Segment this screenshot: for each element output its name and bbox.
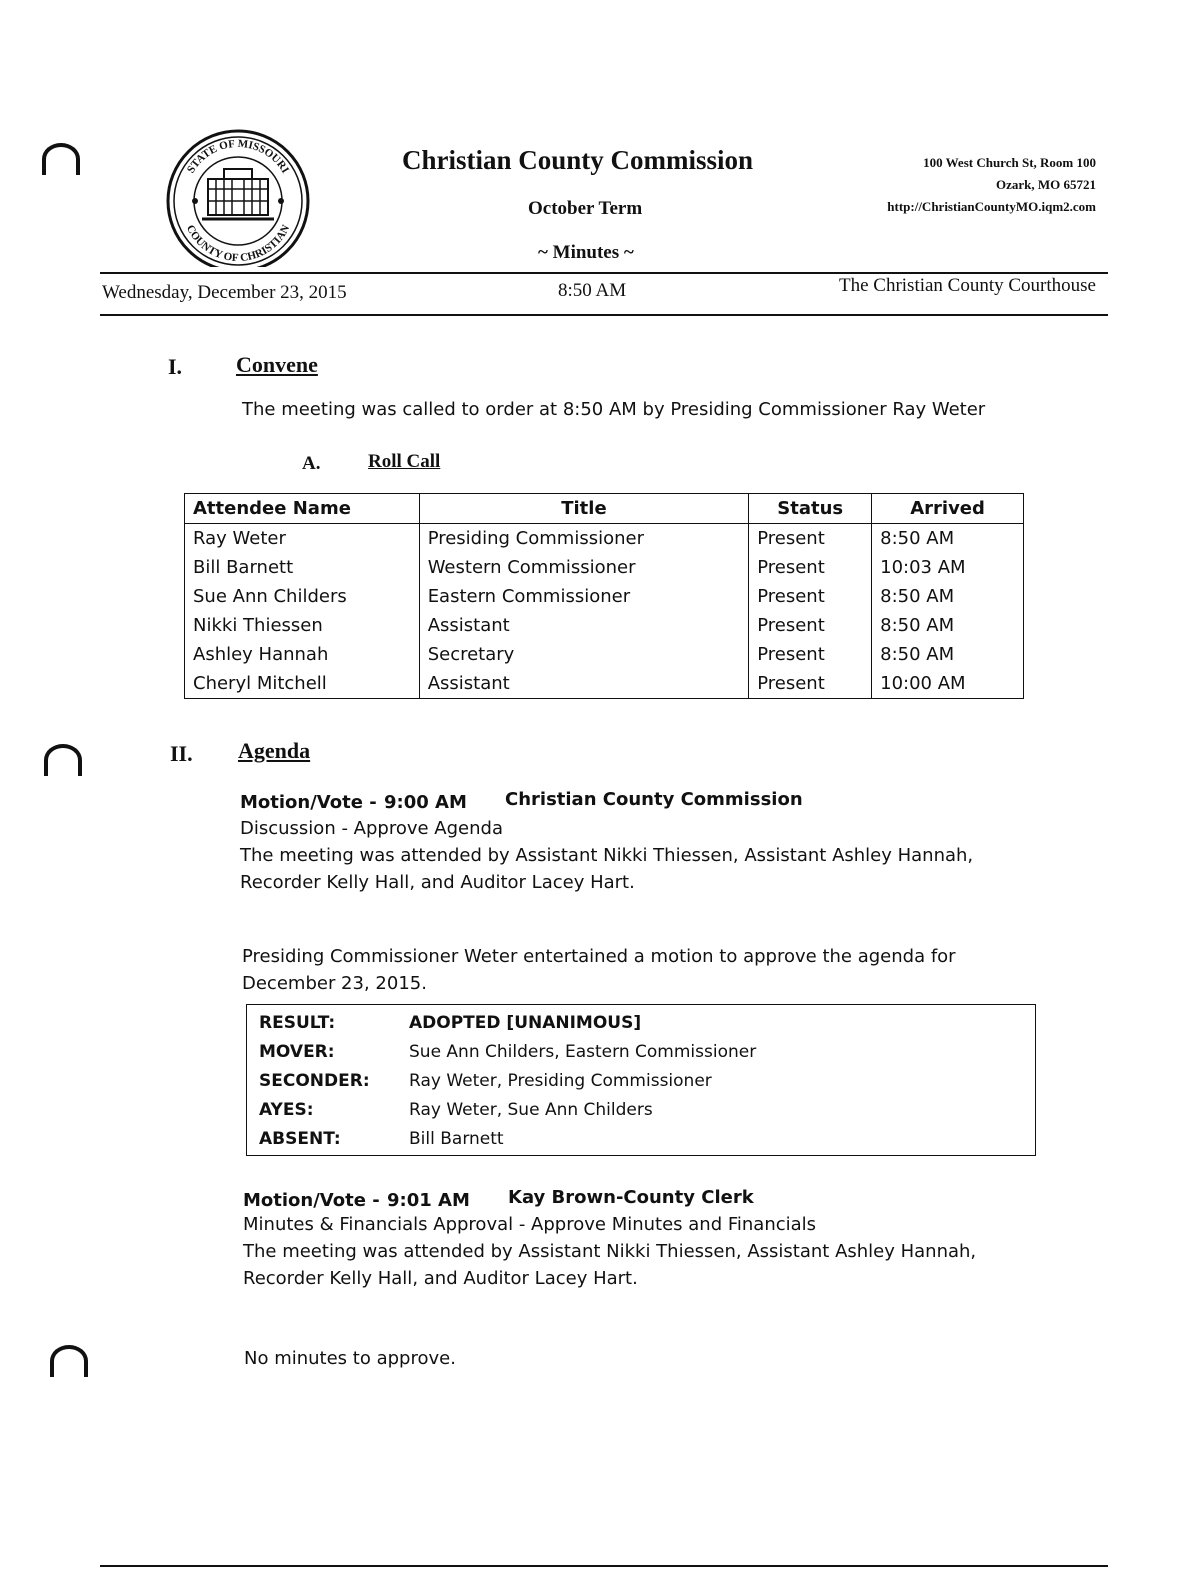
attendee-title: Assistant	[419, 611, 749, 640]
vote-row-absent	[259, 1129, 504, 1149]
header-rule-bottom	[100, 314, 1108, 316]
column-header-status: Status	[749, 494, 872, 524]
roll-call-letter: A.	[302, 453, 321, 474]
attendee-name: Bill Barnett	[185, 553, 420, 582]
website-link[interactable]: http://ChristianCountyMO.iqm2.com	[887, 199, 1096, 214]
item1-motion-line2: December 23, 2015.	[242, 973, 427, 994]
item1-body: Christian County Commission	[505, 789, 803, 810]
item1-discussion: Discussion - Approve Agenda	[240, 818, 503, 839]
item2-body: Kay Brown-County Clerk	[508, 1187, 754, 1208]
section-agenda-title: Agenda	[238, 738, 311, 763]
attendee-name: Ray Weter	[185, 524, 420, 554]
attendee-arrived: 10:03 AM	[872, 553, 1024, 582]
result-label: RESULT:	[259, 1013, 336, 1033]
roll-call-title: Roll Call	[368, 451, 441, 472]
roll-call-table	[184, 493, 1024, 699]
attendee-status: Present	[749, 553, 872, 582]
attendee-title: Secretary	[419, 640, 749, 669]
table-row	[185, 611, 1024, 640]
attendee-arrived: 8:50 AM	[872, 582, 1024, 611]
item1-motion-line1: Presiding Commissioner Weter entertained a motion to approve the agenda for	[242, 946, 956, 967]
table-row	[185, 582, 1024, 611]
attendee-status: Present	[749, 582, 872, 611]
item2-motion-label: Motion/Vote -	[243, 1190, 380, 1211]
binder-hole-bottom	[50, 1345, 88, 1377]
seconder-value: Ray Weter, Presiding Commissioner	[409, 1071, 712, 1091]
absent-label: ABSENT:	[259, 1129, 341, 1149]
minutes-label: ~ Minutes ~	[538, 242, 634, 263]
attendee-title: Eastern Commissioner	[419, 582, 749, 611]
attendee-title: Assistant	[419, 669, 749, 699]
attendee-name: Nikki Thiessen	[185, 611, 420, 640]
section-convene-number: I.	[168, 354, 183, 379]
term-label: October Term	[528, 198, 643, 219]
table-row	[185, 640, 1024, 669]
mover-label: MOVER:	[259, 1042, 335, 1062]
column-header-arrived: Arrived	[872, 494, 1024, 524]
section-convene-title: Convene	[236, 352, 318, 377]
binder-hole-top	[42, 143, 80, 175]
page-title: Christian County Commission	[402, 145, 754, 175]
vote-row-ayes	[259, 1100, 653, 1120]
table-row	[185, 553, 1024, 582]
attendee-status: Present	[749, 669, 872, 699]
item2-discussion: Minutes & Financials Approval - Approve Minutes and Financials	[243, 1214, 817, 1235]
vote-row-mover	[259, 1042, 756, 1062]
meeting-date: Wednesday, December 23, 2015	[102, 282, 347, 303]
attendee-status: Present	[749, 611, 872, 640]
address-block	[887, 152, 1096, 218]
mover-value: Sue Ann Childers, Eastern Commissioner	[409, 1042, 757, 1062]
vote-row-seconder	[259, 1071, 712, 1091]
column-header-name: Attendee Name	[185, 494, 420, 524]
seal-top-text: STATE OF MISSOURI	[184, 137, 292, 176]
address-line-2: Ozark, MO 65721	[995, 177, 1096, 192]
attendee-arrived: 8:50 AM	[872, 611, 1024, 640]
binder-hole-middle	[44, 744, 82, 776]
address-line-1: 100 West Church St, Room 100	[923, 155, 1096, 170]
attendee-name: Cheryl Mitchell	[185, 669, 420, 699]
column-header-title: Title	[419, 494, 749, 524]
item1-time: 9:00 AM	[384, 792, 467, 813]
convene-text: The meeting was called to order at 8:50 AM by Presiding Commissioner Ray Weter	[242, 399, 986, 420]
footer-rule	[100, 1565, 1108, 1567]
county-seal-logo	[158, 127, 318, 267]
result-value: ADOPTED [UNANIMOUS]	[409, 1013, 642, 1033]
item2-note: No minutes to approve.	[244, 1348, 456, 1369]
meeting-location: The Christian County Courthouse	[838, 275, 1096, 296]
absent-value: Bill Barnett	[409, 1129, 504, 1149]
vote-row-result	[259, 1013, 641, 1033]
seconder-label: SECONDER:	[259, 1071, 370, 1091]
attendee-status: Present	[749, 524, 872, 554]
seal-bottom-text: COUNTY OF CHRISTIAN	[183, 223, 293, 265]
attendee-status: Present	[749, 640, 872, 669]
section-agenda-number: II.	[170, 741, 193, 766]
vote-result-box	[246, 1004, 1036, 1156]
table-row	[185, 669, 1024, 699]
item2-attended-line1: The meeting was attended by Assistant Nikki Thiessen, Assistant Ashley Hannah,	[243, 1241, 977, 1262]
table-row	[185, 524, 1024, 554]
item2-time: 9:01 AM	[387, 1190, 470, 1211]
attendee-title: Western Commissioner	[419, 553, 749, 582]
item2-attended-line2: Recorder Kelly Hall, and Auditor Lacey Hart.	[243, 1268, 638, 1289]
item1-motion-label: Motion/Vote -	[240, 792, 377, 813]
meeting-time: 8:50 AM	[558, 280, 627, 301]
attendee-name: Sue Ann Childers	[185, 582, 420, 611]
item1-attended-line1: The meeting was attended by Assistant Nikki Thiessen, Assistant Ashley Hannah,	[240, 845, 974, 866]
attendee-arrived: 10:00 AM	[872, 669, 1024, 699]
ayes-value: Ray Weter, Sue Ann Childers	[409, 1100, 653, 1120]
attendee-arrived: 8:50 AM	[872, 640, 1024, 669]
attendee-title: Presiding Commissioner	[419, 524, 749, 554]
table-header-row	[185, 494, 1024, 524]
attendee-name: Ashley Hannah	[185, 640, 420, 669]
header-rule-top	[100, 272, 1108, 274]
attendee-arrived: 8:50 AM	[872, 524, 1024, 554]
svg-text:COUNTY OF CHRISTIAN	[184, 223, 292, 264]
item1-attended-line2: Recorder Kelly Hall, and Auditor Lacey Hart.	[240, 872, 635, 893]
ayes-label: AYES:	[259, 1100, 314, 1120]
